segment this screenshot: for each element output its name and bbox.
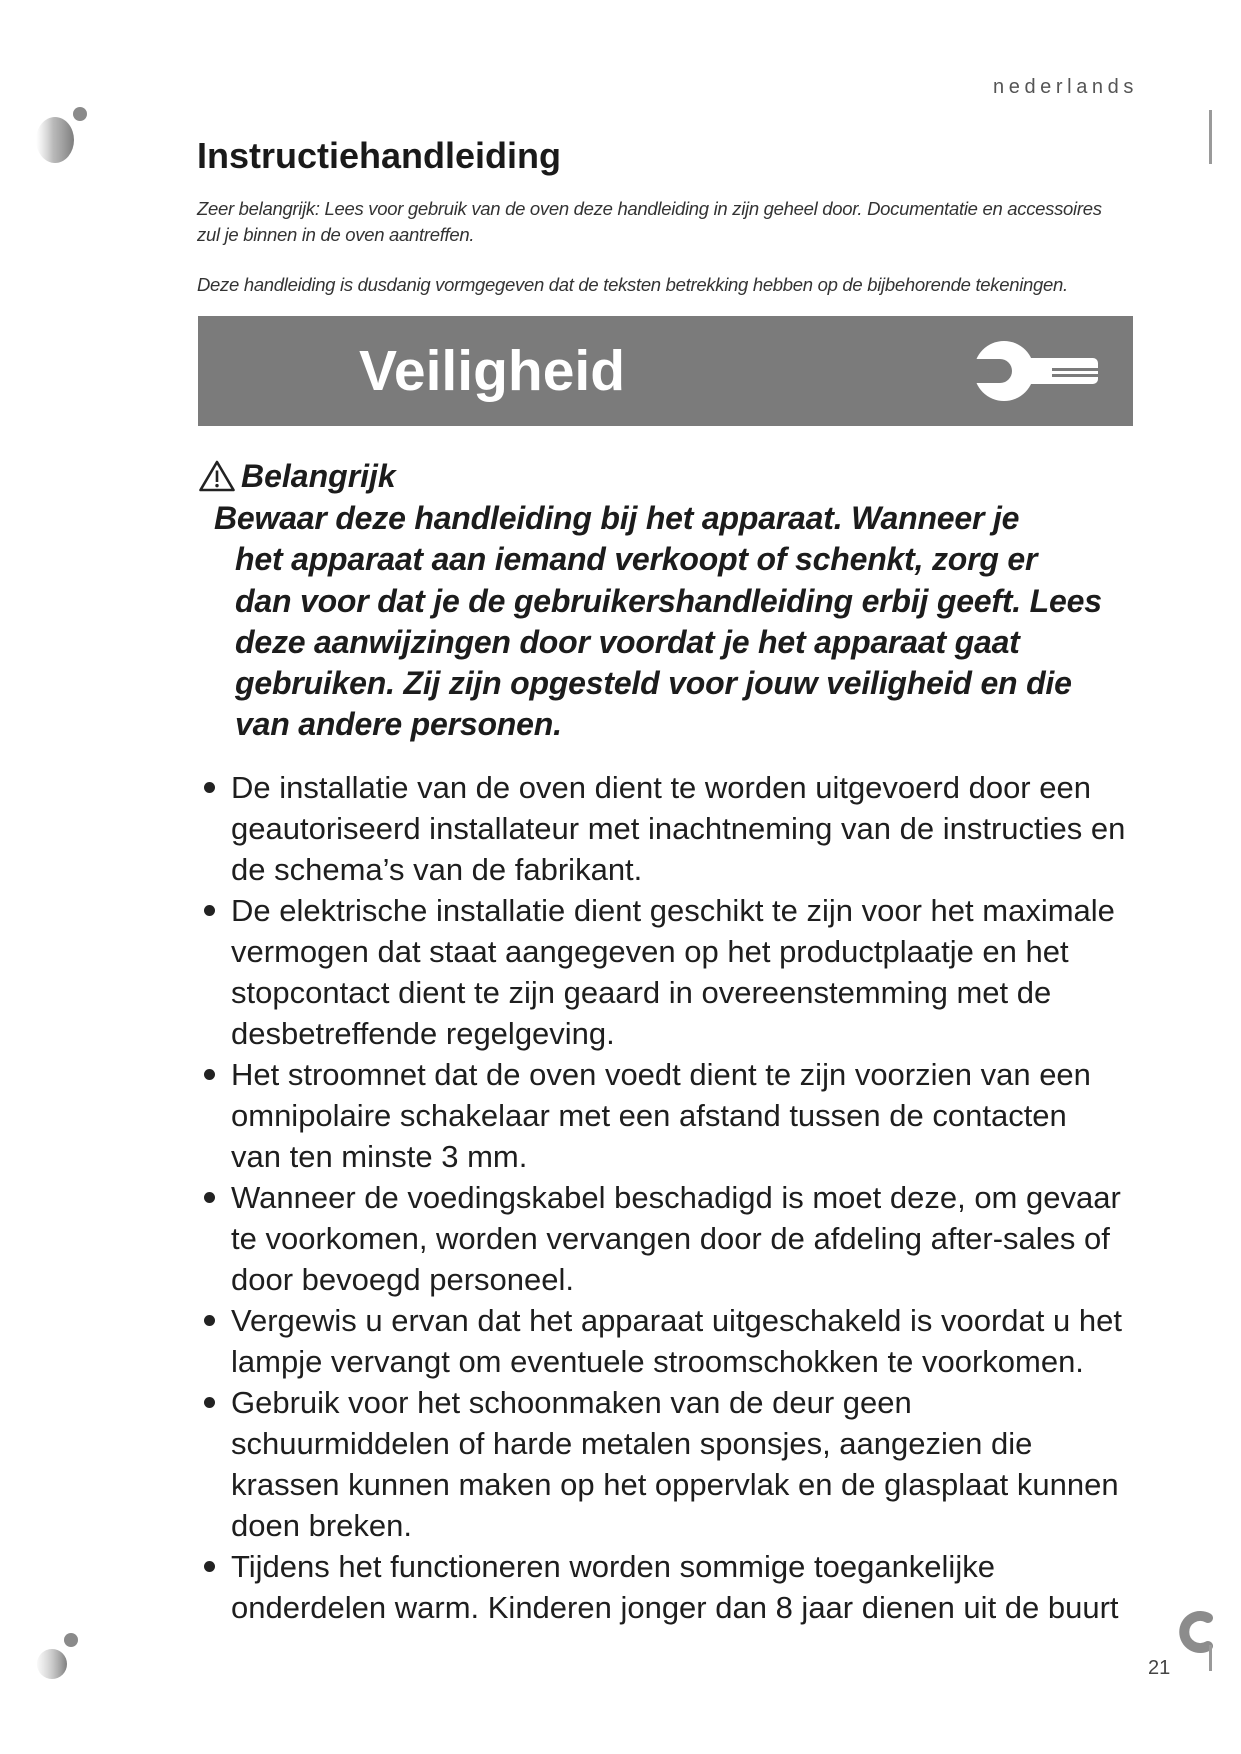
intro-note: Deze handleiding is dusdanig vormgegeven dat de teksten betrekking hebben op de bijbehorende tekeningen. [197, 274, 1068, 295]
bullet-line: doen breken. [231, 1508, 412, 1543]
intro-line: zul je binnen in de oven aantreffen. [197, 224, 475, 245]
page-number: 21 [1148, 1657, 1171, 1679]
important-line: Bewaar deze handleiding bij het apparaat. Wanneer je [214, 500, 1020, 536]
bullet-line: stopcontact dient te zijn geaard in overeenstemming met de [231, 975, 1052, 1010]
bullet-dot-icon [204, 1192, 215, 1203]
bullet-line: vermogen dat staat aangegeven op het productplaatje en het [231, 934, 1069, 969]
edge-marker [1209, 110, 1212, 164]
bullet-line: onderdelen warm. Kinderen jonger dan 8 jaar dienen uit de buurt [231, 1590, 1119, 1625]
important-line: dan voor dat je de gebruikershandleiding erbij geeft. Lees [235, 582, 1102, 619]
bullet-line: De elektrische installatie dient geschikt te zijn voor het maximale [231, 893, 1115, 928]
bullet-line: desbetreffende regelgeving. [231, 1016, 615, 1051]
intro-paragraph [197, 196, 1102, 248]
bullet-line: Vergewis u ervan dat het apparaat uitgeschakeld is voordat u het [231, 1303, 1122, 1338]
bullet-line: te voorkomen, worden vervangen door de afdeling after-sales of [231, 1221, 1110, 1256]
bullet-line: lampje vervangt om eventuele stroomschokken te voorkomen. [231, 1344, 1084, 1379]
bullet-line: schuurmiddelen of harde metalen sponsjes, aangezien die [231, 1426, 1033, 1461]
bullet-item [204, 890, 1125, 1054]
section-title: Veiligheid [359, 339, 626, 403]
bullet-item [204, 1300, 1125, 1382]
important-line: deze aanwijzingen door voordat je het apparaat gaat [235, 623, 1020, 660]
document-title: Instructiehandleiding [197, 135, 562, 176]
bullet-line: omnipolaire schakelaar met een afstand tussen de contacten [231, 1098, 1067, 1133]
bullet-line: De installatie van de oven dient te worden uitgevoerd door een [231, 770, 1091, 805]
bullet-line: geautoriseerd installateur met inachtneming van de instructies en [231, 811, 1126, 846]
bullet-item [204, 1054, 1125, 1177]
bullet-dot-icon [204, 1069, 215, 1080]
bullet-item [204, 1177, 1125, 1300]
bullet-dot-icon [204, 905, 215, 916]
bullet-line: van ten minste 3 mm. [231, 1139, 528, 1174]
decorative-blob-icon [28, 1626, 88, 1686]
bullet-line: de schema’s van de fabrikant. [231, 852, 643, 887]
bullet-line: door bevoegd personeel. [231, 1262, 574, 1297]
bullet-item [204, 767, 1125, 890]
decorative-blob-icon [28, 100, 98, 170]
edge-marker [1209, 1645, 1212, 1671]
important-line: gebruiken. Zij zijn opgesteld voor jouw veiligheid en die [235, 665, 1072, 702]
bullet-dot-icon [204, 1561, 215, 1572]
bullet-line: krassen kunnen maken op het oppervlak en de glasplaat kunnen [231, 1467, 1119, 1502]
bullet-line: Gebruik voor het schoonmaken van de deur geen [231, 1385, 912, 1420]
bullet-dot-icon [204, 1397, 215, 1408]
warning-triangle-icon [198, 459, 236, 493]
intro-line: Zeer belangrijk: Lees voor gebruik van de oven deze handleiding in zijn geheel door. Documentatie en accessoires [197, 198, 1102, 219]
bullet-dot-icon [204, 1315, 215, 1326]
important-notice [214, 498, 1102, 746]
bullet-line: Tijdens het functioneren worden sommige toegankelijke [231, 1549, 995, 1584]
safety-bullet-list [204, 767, 1125, 1628]
section-banner [198, 316, 1133, 426]
bullet-item [204, 1546, 1125, 1628]
important-line: van andere personen. [235, 706, 562, 743]
language-label: nederlands [993, 76, 1138, 98]
bullet-line: Wanneer de voedingskabel beschadigd is moet deze, om gevaar [231, 1180, 1121, 1215]
bullet-item [204, 1382, 1125, 1546]
wrench-icon [970, 337, 1100, 405]
important-heading: Belangrijk [241, 458, 396, 494]
bullet-line: Het stroomnet dat de oven voedt dient te zijn voorzien van een [231, 1057, 1091, 1092]
important-line: het apparaat aan iemand verkoopt of schenkt, zorg er [235, 541, 1038, 578]
bullet-dot-icon [204, 782, 215, 793]
